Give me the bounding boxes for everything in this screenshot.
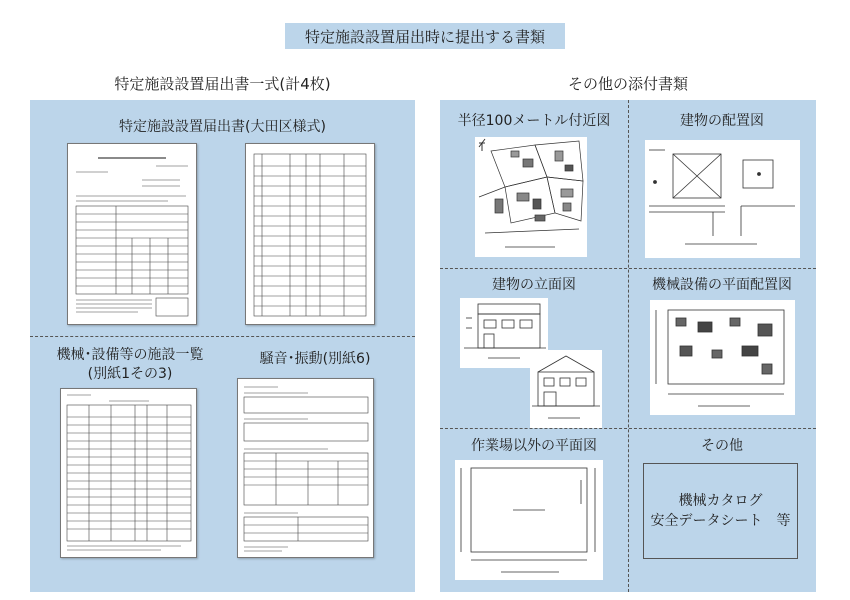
catalog-text: 機械カタログ: [678, 493, 763, 509]
form-label: 特定施設設置届出書(大田区様式): [119, 119, 326, 135]
right-divider-row1: [440, 268, 816, 269]
machines-label-line2: (別紙1その3): [87, 366, 173, 382]
sds-text: 安全データシート 等: [650, 513, 791, 529]
vicinity-map-image: [475, 137, 587, 257]
site-layout-image: [645, 140, 800, 258]
left-divider: [30, 336, 415, 337]
machine-layout-image: [650, 300, 795, 415]
noise-document: [237, 378, 374, 558]
form-document-page1: [67, 143, 197, 325]
cell-label-elevation: 建物の立面図: [492, 277, 576, 293]
right-heading: その他の添付書類: [567, 75, 688, 93]
right-divider-vertical: [628, 100, 629, 592]
cell-label-vicinity-map: 半径100メートル付近図: [457, 113, 611, 129]
machines-label-line1: 機械･設備等の施設一覧: [56, 347, 204, 363]
cell-label-other-floor-plan: 作業場以外の平面図: [471, 438, 597, 454]
elevation-image-2: [530, 350, 602, 428]
noise-label: 騒音･振動(別紙6): [259, 351, 371, 367]
form-document-page2: [245, 143, 375, 325]
machines-document: [60, 388, 197, 558]
right-divider-row2: [440, 428, 816, 429]
left-heading: 特定施設設置届出書一式(計4枚): [114, 75, 331, 93]
other-documents-box: [643, 463, 798, 559]
cell-label-other: その他: [701, 438, 743, 454]
page-title: 特定施設設置届出時に提出する書類: [285, 23, 565, 49]
machines-label: [40, 346, 220, 384]
other-floor-plan-image: [455, 460, 603, 580]
cell-label-machine-layout: 機械設備の平面配置図: [652, 277, 792, 293]
cell-label-site-layout: 建物の配置図: [680, 113, 764, 129]
